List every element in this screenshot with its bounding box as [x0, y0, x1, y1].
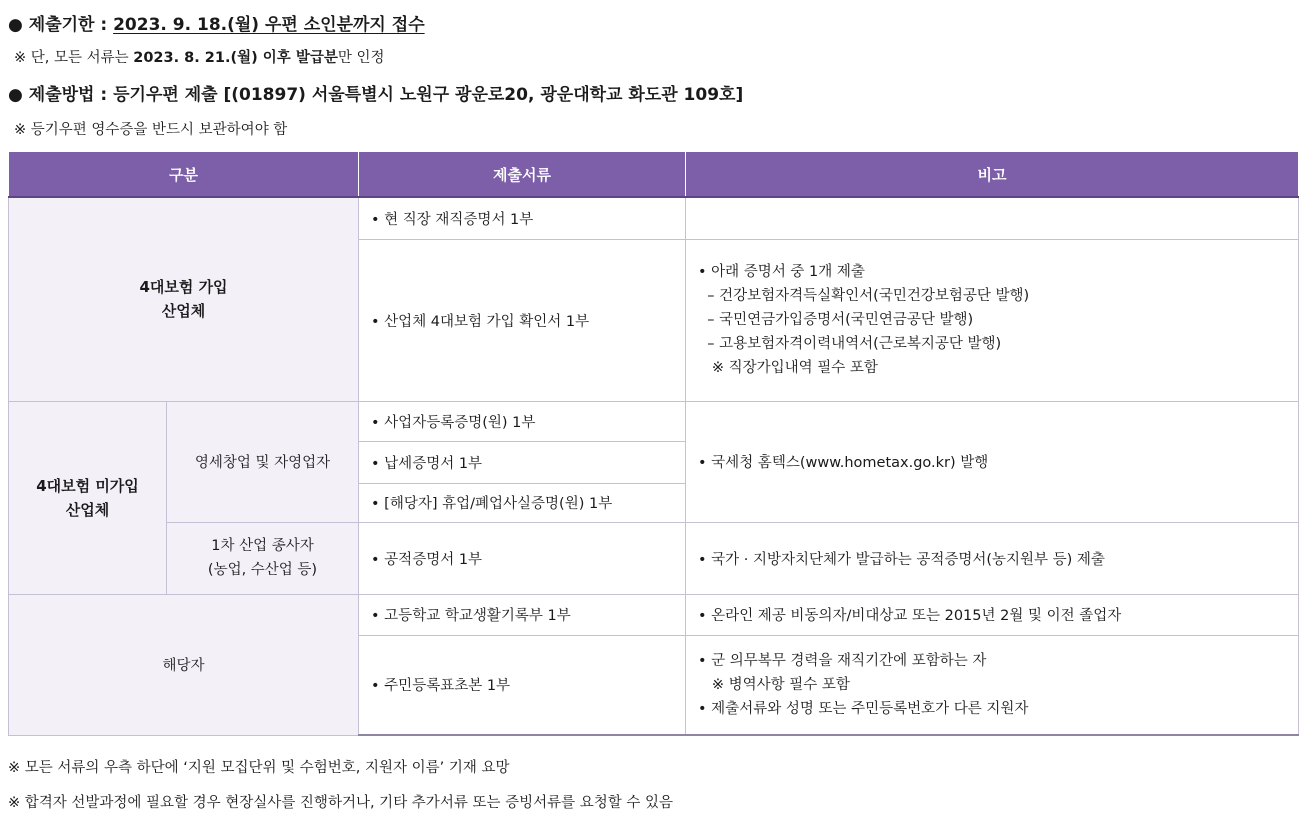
- documents-table: [8, 152, 1299, 736]
- remark-insurance-line: ※ 직장가입내역 필수 포함: [698, 360, 878, 376]
- remark-resident-line: ※ 병역사항 필수 포함: [698, 676, 850, 693]
- table-row: [9, 522, 1299, 594]
- sub-primary-line2: (농업, 수산업 등): [207, 562, 318, 578]
- group-applicable: 해당자: [9, 594, 359, 735]
- remark-official: • 국가 · 지방자치단체가 발급하는 공적증명서(농지원부 등) 제출: [686, 522, 1299, 594]
- doc-official-cert: • 공적증명서 1부: [359, 522, 686, 594]
- deadline-note: [14, 46, 385, 67]
- remark-resident-line: • 제출서류와 성명 또는 주민등록번호가 다른 지원자: [698, 700, 1029, 717]
- table-row: [9, 401, 1299, 441]
- remark-insurance-line: – 건강보험자격득실확인서(국민건강보험공단 발행): [698, 288, 1030, 304]
- doc-business-reg: • 사업자등록증명(원) 1부: [359, 401, 686, 441]
- doc-school-record: • 고등학교 학교생활기록부 1부: [359, 594, 686, 635]
- remark-insurance: [686, 239, 1299, 401]
- remark-empty: [686, 197, 1299, 239]
- doc-employment-cert: • 현 직장 재직증명서 1부: [359, 197, 686, 239]
- method-line: [8, 80, 743, 105]
- table-header-row: [9, 152, 1299, 197]
- sub-primary-industry: [167, 522, 359, 594]
- remark-resident-line: • 군 의무복무 경력을 재직기간에 포함하는 자: [698, 652, 987, 669]
- sub-self-employed: 영세창업 및 자영업자: [167, 401, 359, 522]
- doc-closure-cert: • [해당자] 휴업/폐업사실증명(원) 1부: [359, 483, 686, 522]
- table-row: [9, 594, 1299, 635]
- deadline-line: [8, 10, 425, 35]
- group-uninsured-line2: 산업체: [65, 500, 110, 519]
- header-remarks: 비고: [686, 152, 1299, 197]
- bullet-icon: ●: [8, 85, 23, 105]
- deadline-note-bold: 2023. 8. 21.(월) 이후 발급분: [133, 50, 338, 66]
- table-row: [9, 197, 1299, 239]
- method-value: 등기우편 제출 [(01897) 서울특별시 노원구 광운로20, 광운대학교 화도관 109호]: [113, 85, 744, 105]
- sub-primary-line1: 1차 산업 종사자: [211, 538, 314, 554]
- footnote-2: ※ 합격자 선발과정에 필요할 경우 현장실사를 진행하거나, 기타 추가서류 또는 증빙서류를 요청할 수 있음: [8, 795, 673, 811]
- group-insured-line1: 4대보험 가입: [139, 278, 228, 297]
- group-insured-line2: 산업체: [161, 302, 206, 321]
- header-category: 구분: [9, 152, 359, 197]
- method-label: 제출방법 :: [28, 85, 114, 105]
- deadline-note-suffix: 만 인정: [337, 50, 385, 66]
- remark-school: • 온라인 제공 비동의자/비대상교 또는 2015년 2월 및 이전 졸업자: [686, 594, 1299, 635]
- doc-resident-abstract: • 주민등록표초본 1부: [359, 635, 686, 735]
- group-uninsured: [9, 401, 167, 594]
- remark-resident: [686, 635, 1299, 735]
- bullet-icon: ●: [8, 15, 23, 35]
- deadline-label: 제출기한 :: [28, 15, 114, 35]
- footnote-1: ※ 모든 서류의 우측 하단에 ‘지원 모집단위 및 수험번호, 지원자 이름’ 기재 요망: [8, 760, 510, 776]
- remark-insurance-line: – 국민연금가입증명서(국민연금공단 발행): [698, 312, 974, 328]
- group-insured: [9, 197, 359, 401]
- remark-insurance-line: – 고용보험자격이력내역서(근로복지공단 발행): [698, 336, 1002, 352]
- doc-insurance-cert: • 산업체 4대보험 가입 확인서 1부: [359, 239, 686, 401]
- remark-insurance-line: • 아래 증명서 중 1개 제출: [698, 264, 865, 280]
- deadline-value: 2023. 9. 18.(월) 우편 소인분까지 접수: [113, 15, 425, 35]
- doc-tax-cert: • 납세증명서 1부: [359, 441, 686, 483]
- group-uninsured-line1: 4대보험 미가입: [36, 476, 139, 495]
- remark-hometax: • 국세청 홈텍스(www.hometax.go.kr) 발행: [686, 401, 1299, 522]
- method-note: ※ 등기우편 영수증을 반드시 보관하여야 함: [14, 122, 288, 138]
- deadline-note-prefix: ※ 단, 모든 서류는: [14, 50, 134, 66]
- header-documents: 제출서류: [359, 152, 686, 197]
